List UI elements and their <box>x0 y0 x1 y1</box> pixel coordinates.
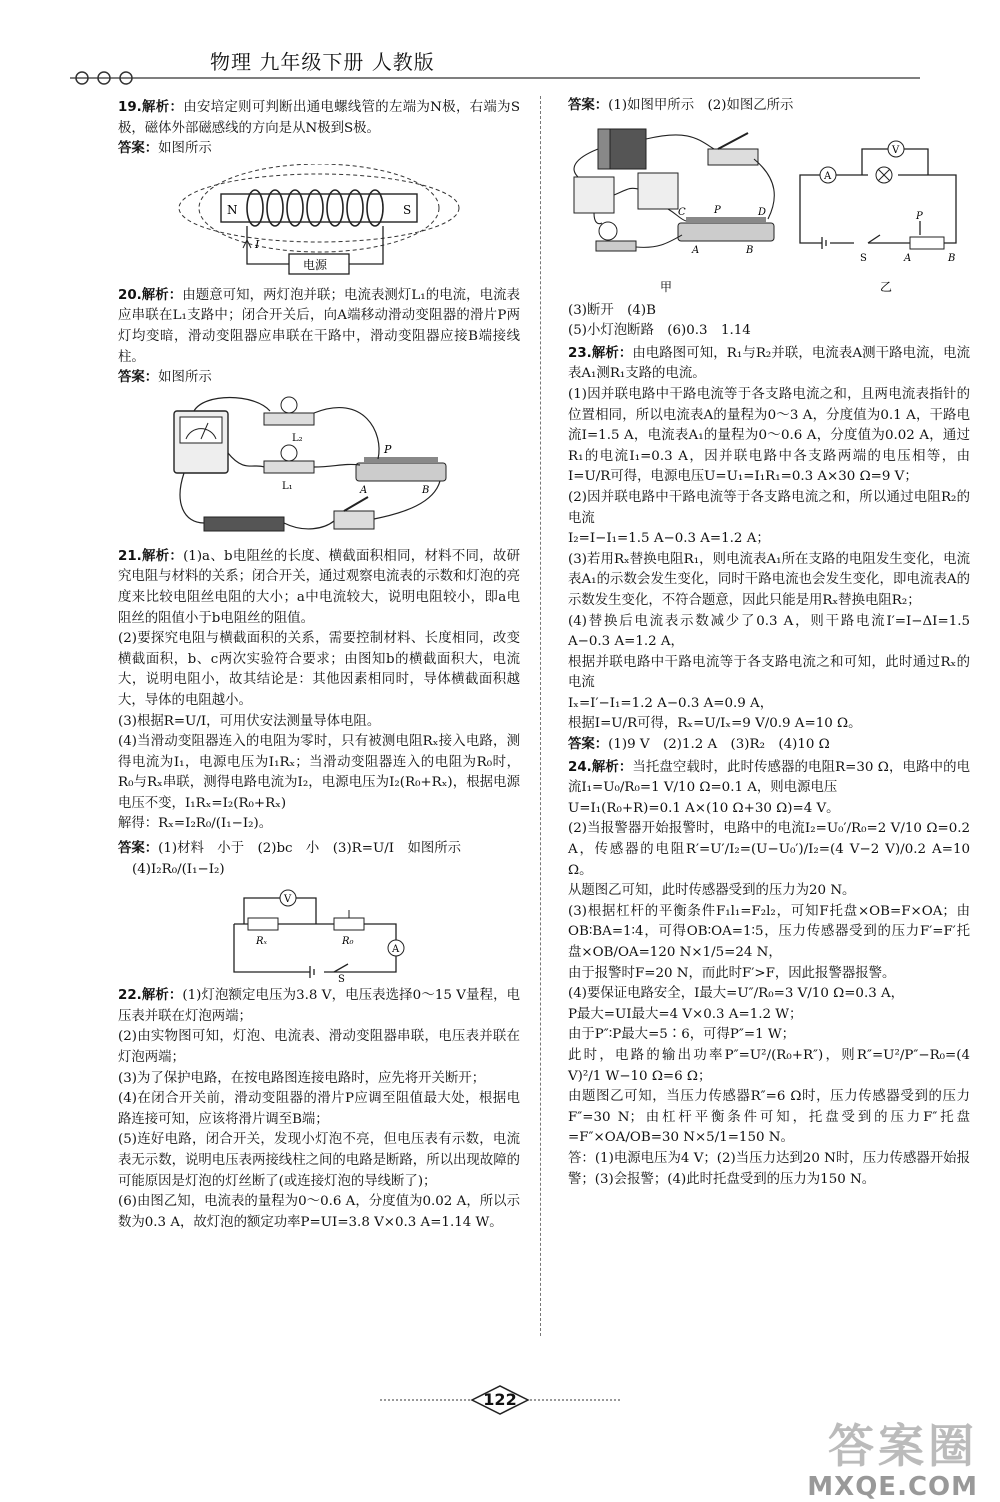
q22-answer: 答案：(1)如图甲所示 (2)如图乙所示 <box>568 98 794 113</box>
q24-analysis-9: 由于P″∶P最大=5∶6，可得P″=1 W； <box>568 1027 796 1043</box>
voltmeter-label: V <box>284 894 292 906</box>
q19-analysis: 19.解析：由安培定则可判断出通电螺线管的左端为N极，右端为S极，磁体外部磁感线的方向是从N极到S极。 <box>118 100 520 136</box>
q24-analysis-10: 此时，电路的输出功率P″=U²/(R₀+R″)，则R″=U²/P″−R₀=(4 V)²/1 W−10 Ω=6 Ω； <box>568 1047 970 1084</box>
watermark-logo: 答案圈 <box>828 1419 978 1473</box>
q24-analysis-7: (4)要保证电路安全，I最大=U″/R₀=3 V/10 Ω=0.3 A， <box>568 986 905 1002</box>
north-pole-label: N <box>227 202 238 217</box>
q21-answer: 答案：(1)材料 小于 (2)bc 小 (3)R=U/I 如图所示 <box>118 841 462 857</box>
figure-jia-caption: 甲 <box>660 279 673 294</box>
book-title: 物理 九年级下册 人教版 <box>210 50 435 74</box>
q23-analysis-6: (4)替换后电流表示数减少了0.3 A，则干路电流I′=I−ΔI=1.5 A−0.3 A=1.2 A， <box>568 613 970 650</box>
q24-analysis-1: 24.解析：当托盘空载时，此时传感器的电阻R=30 Ω，电路中的电流I₁=U₀/R₀=1 V/10 Ω=0.1 A，则电源电压 <box>568 759 970 796</box>
q23-analysis-2: (1)因并联电路中干路电流等于各支路电流之和，且两电流表指针的位置相同，所以电流表A的量程为0～3 A，分度值为0.1 A，干路电流I=1.5 A，电流表A₁的量程为0～0.6 A，分度值为0.02 A，通过R₁的电流I₁=0.3 A，因并联电路中各支路两端的电压相等，由I=U/R可得，电源电压U=U₁=I₁R₁=0.3 A×30 Ω=9 V； <box>568 386 970 485</box>
q23-analysis-9: 根据I=U/R可得，Rₓ=U/Iₓ=9 V/0.9 A=10 Ω。 <box>568 716 862 732</box>
q21-analysis-1: 21.解析：(1)a、b电阻丝的长度、横截面积相同，材料不同，故研究电阻与材料的关系；闭合开关，通过观察电流表的示数和灯泡的亮度来比较电阻丝电阻的大小；a中电流较大，说明电阻较小，即a电阻丝的阻值小于b电阻丝的阻值。 <box>118 548 520 626</box>
ammeter-label: A <box>392 944 400 956</box>
power-source-label: 电源 <box>303 257 328 272</box>
header-ornament <box>60 40 940 100</box>
q22-analysis-3: (3)为了保护电路，在按电路图连接电路时，应先将开关断开； <box>118 1070 486 1086</box>
south-pole-label: S <box>403 202 412 217</box>
yi-switch-label: S <box>860 252 867 264</box>
yi-p-label: P <box>916 210 923 222</box>
q21-analysis-5: 解得：Rₓ=I₂R₀/(I₁−I₂)。 <box>118 816 273 832</box>
q22-analysis-6: (6)由图乙知，电流表的量程为0～0.6 A，分度值为0.02 A，所以示数为0.3 A，故灯泡的额定功率P=UI=3.8 V×0.3 A=1.14 W。 <box>118 1194 520 1230</box>
q23-analysis-4: I₂=I−I₁=1.5 A−0.3 A=1.2 A； <box>568 531 770 547</box>
q23-answer: 答案：(1)9 V (2)1.2 A (3)R₂ (4)10 Ω <box>568 737 830 753</box>
q23-analysis-7: 根据并联电路中干路电流等于各支路电流之和可知，此时通过Rₓ的电流 <box>568 654 970 691</box>
q21-circuit-figure <box>224 884 414 982</box>
yi-ammeter-label: A <box>824 170 832 182</box>
jia-p-label: P <box>714 204 721 216</box>
left-column <box>118 96 520 1233</box>
page-number: 122 <box>483 1390 517 1409</box>
yi-voltmeter-label: V <box>892 144 900 156</box>
switch-label: S <box>338 974 345 983</box>
q22-analysis-4: (4)在闭合开关前，滑动变阻器的滑片P应调至阻值最大处，根据电路连接可知，应该将滑片调至B端； <box>118 1091 520 1127</box>
q21-answer-2: (4)I₂R₀/(I₁−I₂) <box>132 861 225 877</box>
q21-analysis-4: (4)当滑动变阻器连入的电阻为零时，只有被测电阻Rₓ接入电路，测得电流为I₁，电源电压为I₁Rₓ；当滑动变阻器连入的电阻为R₀时，R₀与Rₓ串联，测得电路电流为I₂，电源电压为I₂(R₀+Rₓ)，根据电源电压不变，I₁Rₓ=I₂(R₀+Rₓ) <box>118 734 520 811</box>
jia-b-label: B <box>746 244 754 256</box>
q24-analysis-6: 由于报警时F=20 N，而此时F′>F，因此报警器报警。 <box>568 965 896 981</box>
figure-yi-caption: 乙 <box>880 279 893 294</box>
jia-c-label: C <box>678 206 686 218</box>
q20-answer: 答案：如图所示 <box>118 370 212 386</box>
current-label: I <box>255 237 260 251</box>
q22-answer-line3: (5)小灯泡断路 (6)0.3 1.14 <box>568 323 751 339</box>
q24-analysis-8: P最大=UI最大=4 V×0.3 A=1.2 W； <box>568 1006 803 1022</box>
q24-analysis-3: (2)当报警器开始报警时，电路中的电流I₂=U₀′/R₀=2 V/10 Ω=0.2 A，传感器的电阻R′=U′/I₂=(U−U₀′)/I₂=(4 V−2 V)/0.2 A=10 Ω。 <box>568 821 970 878</box>
jia-a-label: A <box>692 244 700 256</box>
q22-answer-line2: (3)断开 (4)B <box>568 302 656 318</box>
watermark <box>807 1410 978 1502</box>
page-header <box>60 40 940 100</box>
q24-analysis-2: U=I₁(R₀+R)=0.1 A×(10 Ω+30 Ω)=4 V。 <box>568 800 840 816</box>
lamp1-label: L₁ <box>282 480 293 492</box>
terminal-b-label: B <box>422 484 430 496</box>
figure-jia <box>574 129 774 294</box>
q23-analysis-1: 23.解析：由电路图可知，R₁与R₂并联，电流表A测干路电流，电流表A₁测R₁支路的电流。 <box>568 345 970 382</box>
q21-analysis-2: (2)要探究电阻与横截面积的关系，需要控制材料、长度相同，改变横截面积，b、c两次实验符合要求；由图知b的横截面积大，电流大，说明电阻小，故其结论是：其他因素相同时，导体横截面积越大，导体的电阻越小。 <box>118 631 520 708</box>
q24-analysis-5: (3)根据杠杆的平衡条件F₁l₁=F₂l₂，可知F托盘×OB=F×OA；由OB∶BA=1∶4，可得OB∶OA=1∶5，压力传感器受到的压力F′=F′托盘×OB/OA=120 N×1/5=24 N， <box>568 903 970 960</box>
lamp2-label: L₂ <box>292 432 303 444</box>
q22-analysis-2: (2)由实物图可知，灯泡、电流表、滑动变阻器串联，电压表并联在灯泡两端； <box>118 1029 520 1066</box>
q24-analysis-4: 从题图乙可知，此时传感器受到的压力为20 N。 <box>568 883 856 899</box>
q22-circuit-figures <box>568 119 970 299</box>
r0-label: R₀ <box>342 936 354 948</box>
slider-label: P <box>384 442 392 456</box>
q23-analysis-5: (3)若用Rₓ替换电阻R₁，则电流表A₁所在支路的电阻发生变化，电流表A₁的示数会发生变化，同时干路电流也会发生变化，即电流表A的示数发生变化，不符合题意，因此只能是用Rₓ替换电阻R₂； <box>568 551 970 608</box>
terminal-a-label: A <box>360 484 368 496</box>
watermark-url: MXQE.COM <box>807 1472 978 1502</box>
q22-analysis-5: (5)连好电路，闭合开关，发现小灯泡不亮，但电压表有示数，电流表无示数，说明电压表两接线柱之间的电路是断路，所以出现故障的可能原因是灯泡的灯丝断了(或连接灯泡的导线断了)； <box>118 1132 520 1189</box>
figure-yi <box>800 149 956 249</box>
yi-b-label: B <box>948 252 956 264</box>
yi-a-label: A <box>904 252 912 264</box>
jia-d-label: D <box>758 206 767 218</box>
q19-answer: 答案：如图所示 <box>118 141 212 157</box>
q24-analysis-11: 由题图乙可知，当压力传感器R″=6 Ω时，压力传感器受到的压力F″=30 N；由杠杆平衡条件可知，托盘受到的压力F″托盘=F″×OA/OB=30 N×5/1=150 N。 <box>568 1089 970 1146</box>
q19-solenoid-figure <box>169 164 469 282</box>
q22-analysis-1: 22.解析：(1)灯泡额定电压为3.8 V，电压表选择0～15 V量程，电压表并联在灯泡两端； <box>118 988 520 1024</box>
rx-label: Rₓ <box>256 936 268 948</box>
q24-conclusion: 答：(1)电源电压为4 V；(2)当压力达到20 N时，压力传感器开始报警；(3)会报警；(4)此时托盘受到的压力为150 N。 <box>568 1150 970 1187</box>
column-divider <box>540 96 541 1336</box>
right-column <box>568 96 970 1190</box>
q20-analysis: 20.解析：由题意可知，两灯泡并联；电流表测灯L₁的电流，电流表应串联在L₁支路中；闭合开关后，向A端移动滑动变阻器的滑片P两灯均变暗，滑动变阻器应串联在干路中，滑动变阻器应接B端接线柱。 <box>118 287 520 365</box>
q23-analysis-3: (2)因并联电路中干路电流等于各支路电流之和，所以通过电阻R₂的电流 <box>568 489 970 526</box>
q23-analysis-8: Iₓ=I′−I₁=1.2 A−0.3 A=0.9 A， <box>568 695 774 711</box>
q20-circuit-figure <box>164 393 474 543</box>
q21-analysis-3: (3)根据R=U/I，可用伏安法测量导体电阻。 <box>118 713 381 729</box>
